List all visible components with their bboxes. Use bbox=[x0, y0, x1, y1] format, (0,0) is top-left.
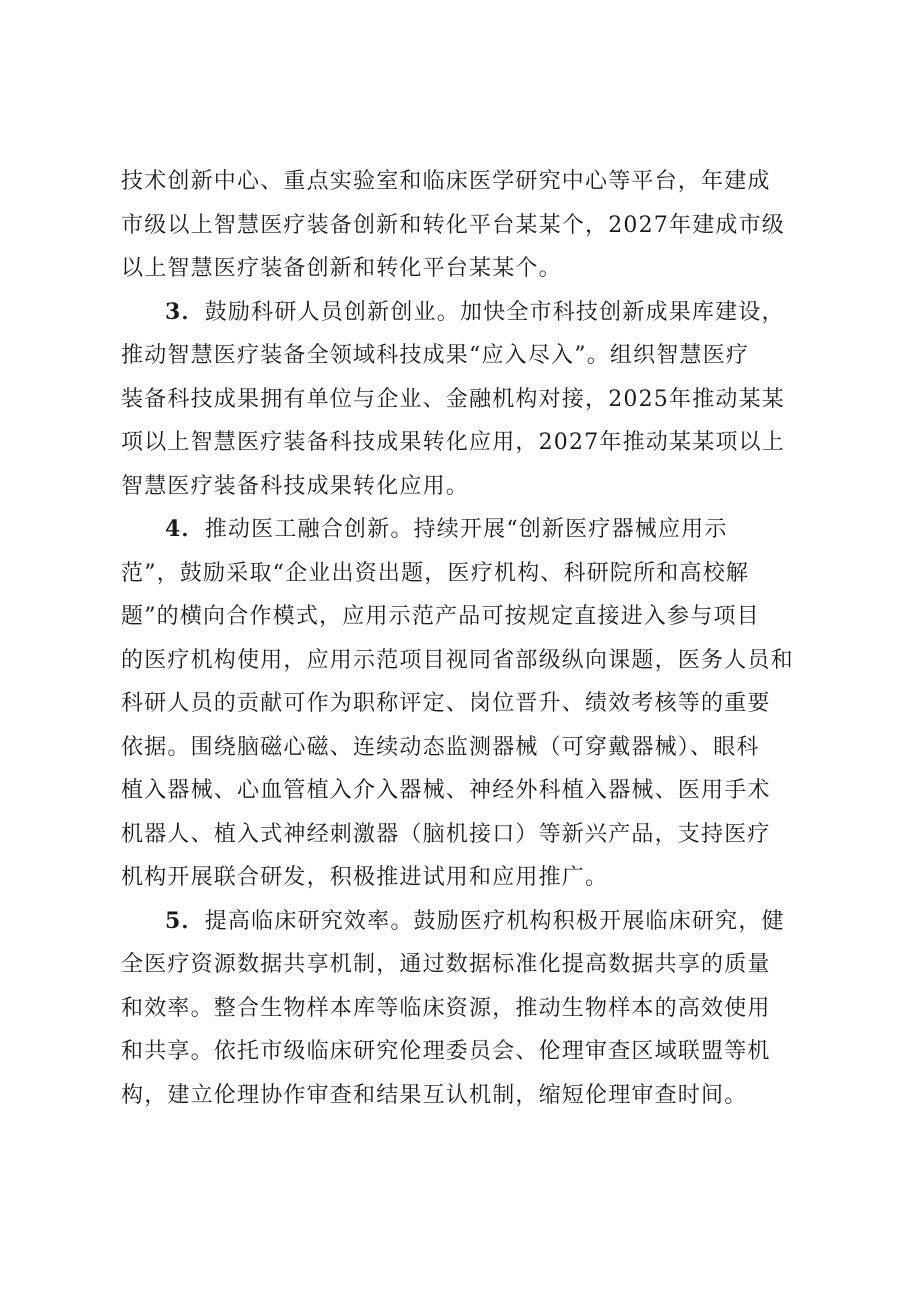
text-line: 全医疗资源数据共享机制，通过数据标准化提高数据共享的质量 bbox=[121, 952, 771, 977]
text-line: 和共享。依托市级临床研究伦理委员会、伦理审查区域联盟等机 bbox=[121, 1039, 771, 1064]
text-line: 提高临床研究效率。鼓励医疗机构积极开展临床研究，健 bbox=[204, 908, 785, 934]
text-line: 题”的横向合作模式，应用示范产品可按规定直接进入参与项目 bbox=[121, 604, 760, 629]
item-number: 5． bbox=[165, 907, 205, 934]
text-line: 装备科技成果拥有单位与企业、金融机构对接，2025年推动某某 bbox=[121, 386, 785, 412]
paragraph-platform-continuation bbox=[121, 160, 801, 291]
paragraph-item-4 bbox=[121, 508, 801, 900]
text-line: 的医疗机构使用，应用示范项目视同省部级纵向课题，医务人员和 bbox=[121, 647, 794, 673]
item-number: 3． bbox=[165, 298, 205, 325]
text-line: 依据。围绕脑磁心磁、连续动态监测器械（可穿戴器械）、眼科 bbox=[121, 734, 760, 760]
text-line: 推动医工融合创新。持续开展“创新医疗器械应用示 bbox=[204, 517, 728, 542]
text-line: 机构开展联合研发，积极推进试用和应用推广。 bbox=[121, 865, 609, 890]
text-line: 机器人、植入式神经刺激器（脑机接口）等新兴产品，支持医疗 bbox=[121, 821, 771, 847]
text-line: 科研人员的贡献可作为职称评定、岗位晋升、绩效考核等的重要 bbox=[121, 691, 771, 716]
text-line: 植入器械、心血管植入介入器械、神经外科植入器械、医用手术 bbox=[121, 778, 771, 803]
text-line: 构，建立伦理协作审查和结果互认机制，缩短伦理审查时间。 bbox=[121, 1082, 748, 1108]
text-line: 市级以上智慧医疗装备创新和转化平台某某个，2027年建成市级 bbox=[121, 212, 785, 238]
text-line: 智慧医疗装备科技成果转化应用。 bbox=[121, 473, 470, 499]
body-text bbox=[121, 160, 801, 1117]
item-number: 4． bbox=[165, 516, 205, 542]
text-line: 范”，鼓励采取“企业出资出题，医疗机构、科研院所和高校解 bbox=[121, 560, 750, 586]
text-line: 技术创新中心、重点实验室和临床医学研究中心等平台，年建成 bbox=[121, 169, 771, 194]
text-line: 和效率。整合生物样本库等临床资源，推动生物样本的高效使用 bbox=[121, 995, 771, 1021]
paragraph-item-5 bbox=[121, 900, 801, 1118]
text-line: 推动智慧医疗装备全领域科技成果“应入尽入”。组织智慧医疗 bbox=[121, 343, 750, 368]
paragraph-item-3 bbox=[121, 291, 801, 509]
text-line: 项以上智慧医疗装备科技成果转化应用，2027年推动某某项以上 bbox=[121, 430, 785, 455]
text-line: 以上智慧医疗装备创新和转化平台某某个。 bbox=[121, 256, 562, 281]
text-line: 鼓励科研人员创新创业。加快全市科技创新成果库建设， bbox=[204, 299, 785, 325]
